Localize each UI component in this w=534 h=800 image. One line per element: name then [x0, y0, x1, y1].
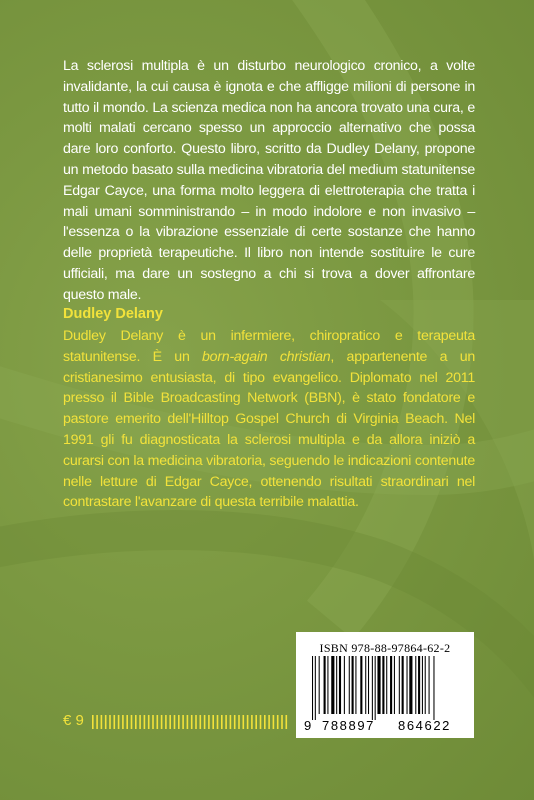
- rule-tick: [169, 715, 171, 729]
- rule-tick: [139, 715, 141, 729]
- rule-tick: [144, 715, 146, 729]
- barcode-bar: [372, 656, 373, 720]
- rule-tick: [212, 715, 214, 729]
- rule-tick: [191, 715, 193, 729]
- rule-tick: [122, 715, 124, 729]
- rule-tick: [243, 715, 245, 729]
- book-description: La sclerosi multipla è un disturbo neurologico cronico, a volte invalidante, la cui causa è ignota e che affligge milioni di persone in tutto il mondo. La scienza medica non ha ancora trovato una cura, e molti malati cercano spesso un approccio alternativo che possa dare loro conforto. Questo libro, scritto da Dudley Delany, propone un metodo basato sulla medicina vibratoria del medium statunitense Edgar Cayce, una forma molto leggera di elettroterapia che tratta i mali umani somministrando – in modo indolore e non invasivo – l'essenza o la vibrazione essenziale di certe sostanze che hanno delle proprietà terapeutiche. Il libro non intende sostituire le cure ufficiali, ma dare un sostegno a chi si trova a dover affrontare questo male.: [63, 58, 475, 303]
- rule-tick: [230, 715, 232, 729]
- bio-italic: born-again christian: [202, 348, 331, 365]
- ean-right-group: 864622: [398, 718, 451, 733]
- rule-tick: [114, 715, 116, 729]
- rule-tick: [208, 715, 210, 729]
- barcode-bar: [415, 656, 416, 714]
- bio-text-2: , appartenente a un cristianesimo entusiasta, di tipo evangelico. Diplomato nel 2011 presso il Bible Broadcasting Network (BBN), è stato fondatore e pastore emerito dell'Hilltop Gospel Church di Virginia Beach. Nel 1991 gli fu diagnosticata la sclerosi multipla e da allora iniziò a curarsi con la medicina vibratoria, seguendo le indicazioni contenute nelle letture di Edgar Cayce, ottenendo risultati straordinari nel contrastare l'avanzare di questa terribile malattia.: [63, 348, 476, 511]
- rule-tick: [92, 715, 94, 729]
- rule-tick: [131, 715, 133, 729]
- barcode-bar: [324, 656, 326, 714]
- barcode-bar: [355, 656, 356, 714]
- rule-tick: [148, 715, 150, 729]
- ean-first-digit: 9: [304, 718, 312, 733]
- rule-tick: [225, 715, 227, 729]
- rule-tick: [221, 715, 223, 729]
- barcode-bar: [360, 656, 362, 714]
- barcode-bar: [352, 656, 354, 714]
- rule-tick: [178, 715, 180, 729]
- rule-tick: [286, 715, 288, 729]
- barcode-bar: [386, 656, 387, 714]
- rule-tick: [277, 715, 279, 729]
- rule-tick: [260, 715, 262, 729]
- barcode-bar: [344, 656, 345, 714]
- rule-tick: [109, 715, 111, 729]
- rule-tick: [96, 715, 98, 729]
- rule-tick: [161, 715, 163, 729]
- barcode-bar: [409, 656, 412, 714]
- rule-tick: [273, 715, 275, 729]
- barcode-bar: [425, 656, 426, 714]
- rule-tick: [247, 715, 249, 729]
- barcode-bar: [407, 656, 408, 714]
- barcode-bar: [422, 656, 423, 714]
- barcode-bar: [382, 656, 384, 714]
- rule-tick: [204, 715, 206, 729]
- barcode-bar: [377, 656, 380, 714]
- bio-text-1: Dudley Delany è un infermiere, chiropratico e terapeuta statunitense. È un: [63, 328, 475, 365]
- isbn-number: ISBN 978-88-97864-62-2: [319, 641, 451, 655]
- rule-tick: [152, 715, 154, 729]
- rule-tick: [157, 715, 159, 729]
- rule-tick: [264, 715, 266, 729]
- decorative-bar-rule: [92, 715, 292, 729]
- barcode-bar: [327, 656, 328, 714]
- rule-tick: [101, 715, 103, 729]
- barcode-bar: [433, 656, 434, 720]
- rule-tick: [187, 715, 189, 729]
- isbn-barcode-box: [296, 632, 474, 738]
- barcode-bar: [315, 656, 316, 720]
- barcode-bar: [331, 656, 334, 714]
- barcode-icon: [304, 656, 466, 720]
- rule-tick: [195, 715, 197, 729]
- rule-tick: [217, 715, 219, 729]
- rule-tick: [255, 715, 257, 729]
- barcode-bar: [368, 656, 369, 714]
- barcode-bar: [349, 656, 350, 714]
- rule-tick: [135, 715, 137, 729]
- barcode-bar: [390, 656, 392, 714]
- barcode-bar: [339, 656, 341, 714]
- rule-tick: [174, 715, 176, 729]
- rule-tick: [118, 715, 120, 729]
- ean-left-group: 788897: [322, 718, 375, 733]
- barcode-bar: [375, 656, 376, 720]
- rule-tick: [165, 715, 167, 729]
- rule-tick: [200, 715, 202, 729]
- rule-tick: [182, 715, 184, 729]
- barcode-bar: [365, 656, 366, 714]
- barcode-bar: [336, 656, 337, 714]
- rule-tick: [105, 715, 107, 729]
- barcode-bar: [319, 656, 320, 714]
- barcode-bar: [312, 656, 313, 720]
- price-label: € 9: [63, 712, 84, 729]
- rule-tick: [234, 715, 236, 729]
- barcode-bar: [418, 656, 420, 714]
- rule-tick: [281, 715, 283, 729]
- rule-tick: [268, 715, 270, 729]
- author-biography: [63, 326, 475, 513]
- rule-tick: [238, 715, 240, 729]
- author-heading: Dudley Delany: [63, 306, 163, 322]
- rule-tick: [126, 715, 128, 729]
- barcode-bar: [399, 656, 400, 714]
- barcode-bar: [429, 656, 430, 714]
- rule-tick: [251, 715, 253, 729]
- barcode-bar: [402, 656, 404, 714]
- barcode-bar: [394, 656, 395, 714]
